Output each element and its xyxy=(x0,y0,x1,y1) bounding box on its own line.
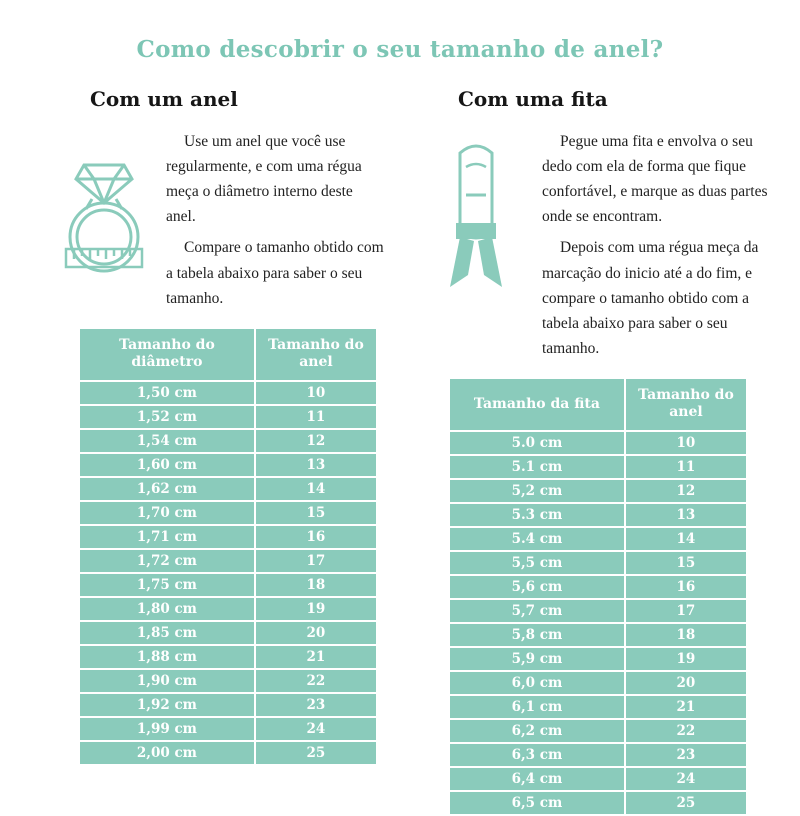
cell-size: 14 xyxy=(625,527,747,551)
cell-measure: 1,54 cm xyxy=(79,429,255,453)
section-heading-ribbon: Com uma fita xyxy=(458,87,608,111)
cell-measure: 1,62 cm xyxy=(79,477,255,501)
table-row xyxy=(449,503,747,527)
table-row xyxy=(79,693,377,717)
cell-size: 13 xyxy=(625,503,747,527)
cell-measure: 6,4 cm xyxy=(449,767,625,791)
table-row xyxy=(449,599,747,623)
cell-size: 11 xyxy=(255,405,377,429)
cell-size: 17 xyxy=(625,599,747,623)
table-row xyxy=(79,645,377,669)
table-row xyxy=(449,671,747,695)
cell-size: 25 xyxy=(255,741,377,765)
table-row xyxy=(79,549,377,573)
cell-measure: 6,3 cm xyxy=(449,743,625,767)
cell-size: 12 xyxy=(625,479,747,503)
cell-size: 20 xyxy=(625,671,747,695)
cell-size: 17 xyxy=(255,549,377,573)
table-row xyxy=(449,527,747,551)
page-title: Como descobrir o seu tamanho de anel? xyxy=(136,36,664,63)
cell-measure: 1,52 cm xyxy=(79,405,255,429)
cell-size: 23 xyxy=(255,693,377,717)
table-row xyxy=(449,551,747,575)
cell-measure: 6,5 cm xyxy=(449,791,625,815)
cell-measure: 6,1 cm xyxy=(449,695,625,719)
column-header-ringsize: Tamanho do anel xyxy=(255,328,377,381)
instruction-paragraph: Pegue uma fita e envolva o seu dedo com ela de forma que fique confortável, e marque as duas partes onde se encontram. xyxy=(542,133,768,226)
cell-measure: 6,0 cm xyxy=(449,671,625,695)
finger-with-ribbon-icon xyxy=(420,129,532,367)
cell-measure: 1,60 cm xyxy=(79,453,255,477)
cell-size: 25 xyxy=(625,791,747,815)
cell-measure: 1,70 cm xyxy=(79,501,255,525)
cell-size: 15 xyxy=(255,501,377,525)
cell-measure: 5,2 cm xyxy=(449,479,625,503)
cell-measure: 1,80 cm xyxy=(79,597,255,621)
cell-size: 18 xyxy=(625,623,747,647)
table-header-row xyxy=(79,328,377,381)
cell-measure: 5,8 cm xyxy=(449,623,625,647)
cell-measure: 1,92 cm xyxy=(79,693,255,717)
column-header-ringsize: Tamanho do anel xyxy=(625,378,747,431)
cell-measure: 1,99 cm xyxy=(79,717,255,741)
table-row xyxy=(449,575,747,599)
table-row xyxy=(449,623,747,647)
table-row xyxy=(79,669,377,693)
cell-measure: 5,7 cm xyxy=(449,599,625,623)
table-row xyxy=(79,405,377,429)
cell-size: 16 xyxy=(625,575,747,599)
cell-size: 16 xyxy=(255,525,377,549)
table-row xyxy=(449,647,747,671)
table-row xyxy=(449,431,747,455)
cell-measure: 1,71 cm xyxy=(79,525,255,549)
cell-size: 15 xyxy=(625,551,747,575)
cell-size: 10 xyxy=(625,431,747,455)
table-row xyxy=(79,429,377,453)
table-row xyxy=(79,453,377,477)
cell-measure: 1,88 cm xyxy=(79,645,255,669)
table-row xyxy=(449,791,747,815)
method-column-ribbon xyxy=(400,87,800,816)
table-row xyxy=(79,621,377,645)
cell-size: 24 xyxy=(255,717,377,741)
instruction-paragraph: Use um anel que você use regularmente, e com uma régua meça o diâmetro interno deste anel. xyxy=(166,133,362,226)
cell-measure: 5.0 cm xyxy=(449,431,625,455)
cell-size: 12 xyxy=(255,429,377,453)
cell-measure: 2,00 cm xyxy=(79,741,255,765)
cell-measure: 5.1 cm xyxy=(449,455,625,479)
cell-measure: 1,90 cm xyxy=(79,669,255,693)
table-row xyxy=(79,717,377,741)
table-row xyxy=(449,719,747,743)
section-heading-ring: Com um anel xyxy=(90,87,238,111)
cell-size: 20 xyxy=(255,621,377,645)
cell-measure: 5.4 cm xyxy=(449,527,625,551)
column-header-ribbon: Tamanho da fita xyxy=(449,378,625,431)
cell-measure: 1,85 cm xyxy=(79,621,255,645)
cell-measure: 5,6 cm xyxy=(449,575,625,599)
cell-size: 19 xyxy=(255,597,377,621)
cell-size: 14 xyxy=(255,477,377,501)
table-row xyxy=(79,381,377,405)
cell-size: 24 xyxy=(625,767,747,791)
table-row xyxy=(79,501,377,525)
column-header-diameter: Tamanho do diâmetro xyxy=(79,328,255,381)
table-row xyxy=(449,767,747,791)
cell-measure: 6,2 cm xyxy=(449,719,625,743)
ring-with-ruler-icon xyxy=(48,129,160,317)
size-table-diameter-wrap xyxy=(0,327,400,766)
table-row xyxy=(79,525,377,549)
table-row xyxy=(79,573,377,597)
table-row xyxy=(79,597,377,621)
size-table-diameter xyxy=(78,327,378,766)
cell-measure: 5,5 cm xyxy=(449,551,625,575)
cell-size: 23 xyxy=(625,743,747,767)
cell-size: 19 xyxy=(625,647,747,671)
cell-size: 10 xyxy=(255,381,377,405)
cell-measure: 5,9 cm xyxy=(449,647,625,671)
size-table-ribbon xyxy=(448,377,748,816)
cell-measure: 1,50 cm xyxy=(79,381,255,405)
cell-measure: 5.3 cm xyxy=(449,503,625,527)
cell-size: 18 xyxy=(255,573,377,597)
instruction-paragraph: Compare o tamanho obtido com a tabela abaixo para saber o seu tamanho. xyxy=(166,239,384,307)
cell-size: 22 xyxy=(255,669,377,693)
cell-measure: 1,75 cm xyxy=(79,573,255,597)
cell-size: 22 xyxy=(625,719,747,743)
table-row xyxy=(449,743,747,767)
intro-ribbon xyxy=(400,129,800,367)
table-header-row xyxy=(449,378,747,431)
table-row xyxy=(449,479,747,503)
intro-ring xyxy=(0,129,400,317)
instructions-ring xyxy=(160,129,400,317)
cell-size: 21 xyxy=(625,695,747,719)
cell-measure: 1,72 cm xyxy=(79,549,255,573)
table-row xyxy=(449,695,747,719)
size-table-ribbon-wrap xyxy=(400,377,800,816)
cell-size: 13 xyxy=(255,453,377,477)
guide-columns xyxy=(0,87,800,816)
table-row xyxy=(79,741,377,765)
table-row xyxy=(79,477,377,501)
method-column-ring xyxy=(0,87,400,816)
instruction-paragraph: Depois com uma régua meça da marcação do inicio até a do fim, e compare o tamanho obtido com a tabela abaixo para saber o seu tamanho. xyxy=(542,239,759,357)
cell-size: 21 xyxy=(255,645,377,669)
cell-size: 11 xyxy=(625,455,747,479)
instructions-ribbon xyxy=(532,129,800,367)
table-row xyxy=(449,455,747,479)
